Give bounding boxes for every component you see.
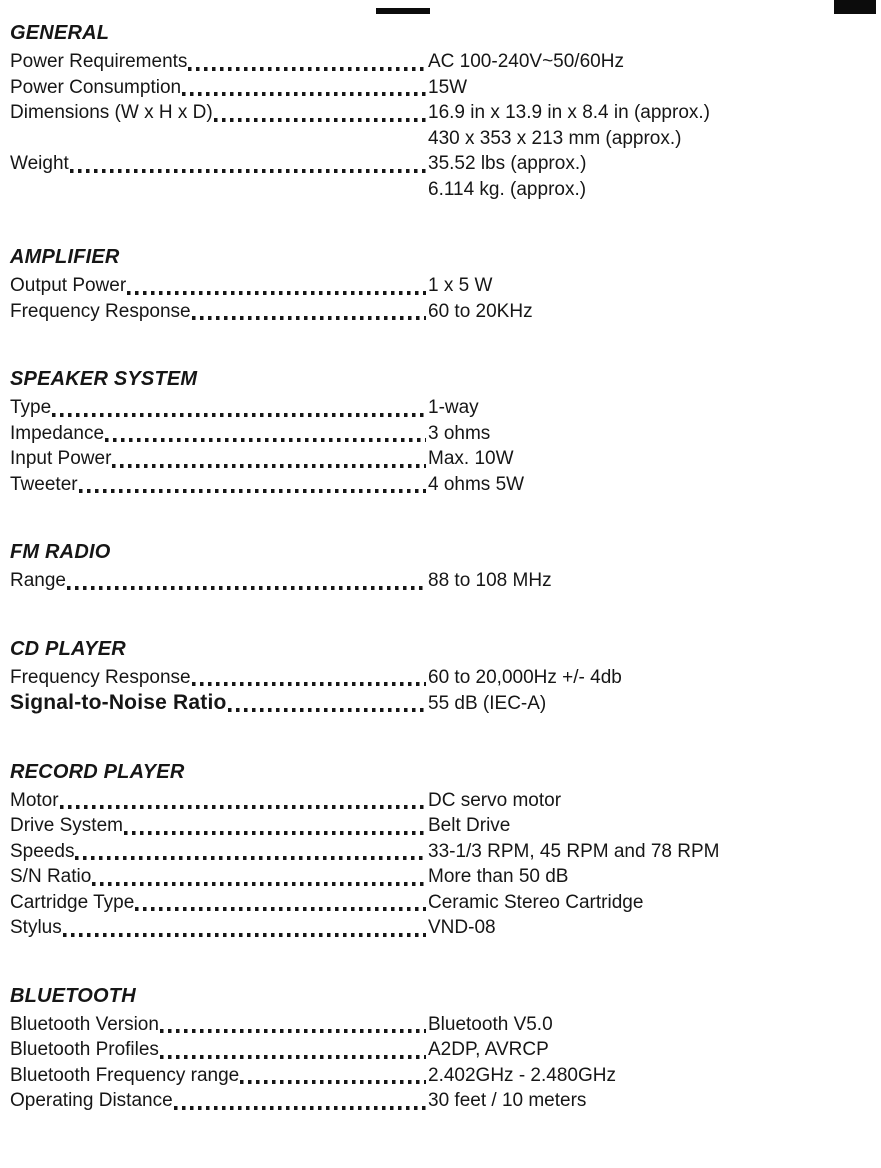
spec-value: 30 feet / 10 meters	[428, 1090, 587, 1111]
spec-label: Drive System	[10, 815, 123, 836]
spec-row	[10, 839, 871, 865]
leader-dots	[52, 413, 426, 417]
section-title: SPEAKER SYSTEM	[10, 368, 198, 390]
spec-label-wrap	[10, 690, 428, 716]
spec-value: Max. 10W	[428, 448, 514, 469]
spec-label-wrap	[10, 839, 428, 865]
spec-label: Stylus	[10, 917, 62, 938]
spec-label-wrap	[10, 395, 428, 421]
section-title: AMPLIFIER	[10, 246, 120, 268]
spec-value: 1 x 5 W	[428, 275, 493, 296]
leader-dots	[135, 907, 426, 911]
spec-row	[10, 151, 871, 177]
spec-label-wrap	[10, 915, 428, 941]
leader-dots	[70, 169, 426, 173]
spec-label-wrap	[10, 75, 428, 101]
spec-label: Type	[10, 397, 52, 418]
spec-value: 60 to 20KHz	[428, 300, 533, 322]
leader-dots	[160, 1055, 426, 1059]
spec-section	[10, 541, 871, 594]
spec-row	[10, 690, 871, 717]
spec-row	[10, 126, 871, 152]
spec-label: Weight	[10, 153, 69, 174]
leader-dots	[192, 316, 426, 320]
spec-value: 430 x 353 x 213 mm (approx.)	[428, 127, 682, 149]
spec-row	[10, 273, 871, 299]
spec-label: S/N Ratio	[10, 866, 92, 887]
spec-section	[10, 246, 871, 324]
spec-label: Signal-to-Noise Ratio	[10, 691, 227, 714]
spec-row	[10, 1037, 871, 1063]
spec-label-wrap	[10, 813, 428, 839]
spec-label: Cartridge Type	[10, 891, 135, 913]
leader-dots	[188, 67, 426, 71]
spec-value: A2DP, AVRCP	[428, 1039, 549, 1060]
spec-value: VND-08	[428, 917, 496, 938]
spec-row	[10, 299, 871, 325]
spec-row	[10, 568, 871, 594]
spec-label-wrap	[10, 890, 428, 916]
spec-label-wrap	[10, 1063, 428, 1089]
section-title: BLUETOOTH	[10, 984, 136, 1007]
spec-label-wrap	[10, 421, 428, 447]
spec-label-wrap	[10, 446, 428, 472]
spec-row	[10, 788, 871, 814]
spec-label: Output Power	[10, 275, 127, 296]
spec-label: Power Consumption	[10, 76, 182, 98]
spec-row	[10, 100, 871, 126]
leader-dots	[240, 1080, 426, 1084]
spec-label: Tweeter	[10, 473, 78, 495]
spec-label: Bluetooth Frequency range	[10, 1064, 240, 1086]
spec-section	[10, 368, 871, 497]
spec-label: Power Requirements	[10, 51, 188, 72]
spec-label-wrap	[10, 1037, 428, 1063]
spec-row	[10, 1063, 871, 1089]
spec-row	[10, 864, 871, 890]
spec-label-wrap	[10, 49, 428, 75]
spec-label: Input Power	[10, 448, 112, 469]
spec-value: AC 100-240V~50/60Hz	[428, 51, 624, 72]
leader-dots	[79, 489, 426, 493]
spec-section	[10, 761, 871, 941]
spec-section	[10, 22, 871, 202]
spec-value: 1-way	[428, 397, 479, 418]
leader-dots	[105, 438, 426, 442]
spec-label: Range	[10, 570, 66, 591]
spec-row	[10, 813, 871, 839]
spec-label: Frequency Response	[10, 666, 191, 688]
spec-row	[10, 890, 871, 916]
spec-label: Dimensions (W x H x D)	[10, 102, 213, 123]
leader-dots	[67, 586, 426, 590]
leader-dots	[214, 118, 426, 122]
spec-value: 15W	[428, 76, 468, 98]
spec-label-wrap	[10, 1088, 428, 1114]
spec-row	[10, 75, 871, 101]
leader-dots	[182, 92, 426, 96]
spec-section	[10, 638, 871, 717]
spec-label: Impedance	[10, 422, 105, 444]
spec-value: Belt Drive	[428, 815, 511, 836]
leader-dots	[112, 464, 426, 468]
leader-dots	[192, 682, 426, 686]
spec-label-wrap	[10, 299, 428, 325]
spec-row	[10, 177, 871, 203]
spec-label-wrap	[10, 1012, 428, 1038]
spec-value: 60 to 20,000Hz +/- 4db	[428, 666, 622, 688]
leader-dots	[228, 708, 426, 712]
spec-row	[10, 421, 871, 447]
spec-label-wrap	[10, 788, 428, 814]
spec-label: Motor	[10, 789, 59, 811]
leader-dots	[127, 291, 426, 295]
spec-sections	[10, 22, 871, 1114]
spec-label: Speeds	[10, 840, 75, 862]
spec-label-wrap	[10, 273, 428, 299]
spec-row	[10, 446, 871, 472]
spec-label-wrap	[10, 151, 428, 177]
spec-label: Bluetooth Profiles	[10, 1039, 159, 1060]
spec-label: Operating Distance	[10, 1090, 173, 1111]
spec-row	[10, 472, 871, 498]
spec-row	[10, 49, 871, 75]
spec-value: Bluetooth V5.0	[428, 1013, 553, 1035]
section-title: CD PLAYER	[10, 637, 126, 660]
spec-row	[10, 1012, 871, 1038]
spec-row	[10, 395, 871, 421]
leader-dots	[160, 1029, 426, 1033]
spec-label-wrap	[10, 568, 428, 594]
leader-dots	[60, 805, 426, 809]
spec-label: Bluetooth Version	[10, 1013, 159, 1035]
leader-dots	[75, 856, 426, 860]
spec-value: 16.9 in x 13.9 in x 8.4 in (approx.)	[428, 102, 710, 123]
spec-value: 35.52 lbs (approx.)	[428, 153, 587, 174]
spec-row	[10, 1088, 871, 1114]
leader-dots	[174, 1106, 426, 1110]
spec-value: DC servo motor	[428, 789, 562, 811]
spec-value: 88 to 108 MHz	[428, 570, 552, 591]
spec-value: 33-1/3 RPM, 45 RPM and 78 RPM	[428, 840, 720, 862]
spec-value: 55 dB (IEC-A)	[428, 693, 547, 714]
spec-section	[10, 985, 871, 1114]
spec-label-wrap	[10, 665, 428, 691]
leader-dots	[124, 831, 426, 835]
spec-label-wrap	[10, 864, 428, 890]
spec-value: Ceramic Stereo Cartridge	[428, 891, 644, 913]
spec-label: Frequency Response	[10, 300, 191, 322]
spec-value: 3 ohms	[428, 422, 491, 444]
spec-label-wrap	[10, 472, 428, 498]
spec-row	[10, 915, 871, 941]
section-title: RECORD PLAYER	[10, 760, 185, 783]
spec-row	[10, 665, 871, 691]
spec-value: 4 ohms 5W	[428, 473, 525, 495]
spec-value: More than 50 dB	[428, 866, 569, 887]
leader-dots	[63, 933, 426, 937]
section-title: FM RADIO	[10, 541, 111, 563]
spec-value: 6.114 kg. (approx.)	[428, 178, 587, 200]
spec-label-wrap	[10, 100, 428, 126]
section-title: GENERAL	[10, 22, 110, 44]
leader-dots	[92, 882, 426, 886]
spec-value: 2.402GHz - 2.480GHz	[428, 1064, 616, 1086]
